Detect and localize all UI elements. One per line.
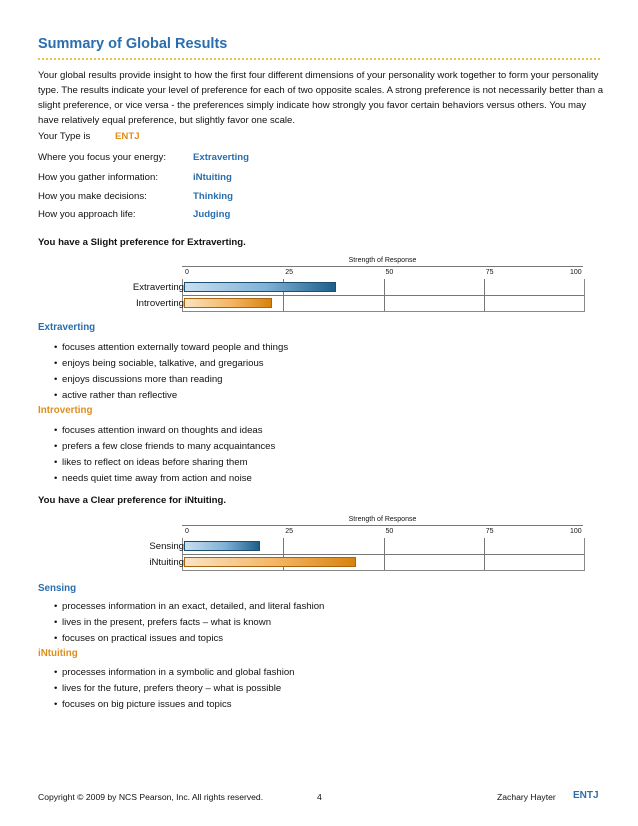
list-item: • likes to reflect on ideas before sharing them bbox=[54, 457, 248, 468]
group-heading-extraverting: Extraverting bbox=[38, 322, 96, 333]
x-tick-label: 25 bbox=[285, 528, 294, 535]
preference-statement-sn: You have a Clear preference for iNtuiting. bbox=[38, 495, 227, 506]
bar-extraverting bbox=[184, 282, 336, 292]
x-tick-label: 25 bbox=[285, 269, 294, 276]
bar-introverting bbox=[184, 298, 272, 308]
chart-plot-area bbox=[182, 279, 585, 312]
x-tick-label: 50 bbox=[385, 528, 394, 535]
extraverting-traits-list bbox=[38, 340, 288, 404]
page-title: Summary of Global Results bbox=[38, 36, 228, 52]
row-separator bbox=[183, 554, 584, 555]
axis-top-line bbox=[182, 525, 583, 526]
bar-label-introverting: Introverting bbox=[136, 298, 184, 309]
type-summary-value: Judging bbox=[193, 209, 231, 220]
list-item: • focuses attention externally toward people and things bbox=[54, 342, 289, 353]
list-item: • prefers a few close friends to many acquaintances bbox=[54, 441, 276, 452]
introverting-traits-list bbox=[38, 423, 275, 487]
row-separator bbox=[183, 295, 584, 296]
title-divider bbox=[38, 58, 600, 60]
list-item: • focuses attention inward on thoughts and ideas bbox=[54, 425, 263, 436]
type-value: ENTJ bbox=[115, 131, 140, 142]
list-item: • lives in the present, prefers facts – what is known bbox=[54, 617, 272, 628]
type-summary-label: Where you focus your energy: bbox=[38, 152, 166, 163]
list-item: • enjoys discussions more than reading bbox=[54, 374, 223, 385]
list-item: • processes information in a symbolic and global fashion bbox=[54, 667, 295, 678]
footer-copyright: Copyright © 2009 by NCS Pearson, Inc. All rights reserved. bbox=[38, 792, 264, 802]
x-tick-label: 0 bbox=[185, 269, 189, 276]
chart-plot-area bbox=[182, 538, 585, 571]
type-label: Your Type is bbox=[38, 131, 91, 142]
list-item: • processes information in an exact, detailed, and literal fashion bbox=[54, 601, 325, 612]
list-item: • enjoys being sociable, talkative, and gregarious bbox=[54, 358, 264, 369]
intuiting-traits-list bbox=[38, 665, 295, 713]
x-tick-label: 50 bbox=[385, 269, 394, 276]
footer-type: ENTJ bbox=[573, 790, 599, 801]
list-item: • focuses on big picture issues and topics bbox=[54, 699, 232, 710]
list-item: • active rather than reflective bbox=[54, 390, 178, 401]
bar-label-extraverting: Extraverting bbox=[132, 282, 184, 293]
group-heading-intuiting: iNtuiting bbox=[38, 648, 78, 659]
bar-label-intuiting: iNtuiting bbox=[149, 557, 184, 568]
type-summary-label: How you gather information: bbox=[38, 172, 158, 183]
preference-statement-ei: You have a Slight preference for Extraverting. bbox=[38, 237, 246, 248]
type-summary-value: Thinking bbox=[193, 191, 233, 202]
group-heading-introverting: Introverting bbox=[38, 405, 93, 416]
type-summary-label: How you make decisions: bbox=[38, 191, 147, 202]
chart-sensing-intuiting bbox=[38, 515, 598, 575]
bar-sensing bbox=[184, 541, 260, 551]
list-item: • focuses on practical issues and topics bbox=[54, 633, 224, 644]
list-item: • needs quiet time away from action and noise bbox=[54, 473, 252, 484]
footer-page-number: 4 bbox=[317, 792, 322, 802]
axis-top-line bbox=[182, 266, 583, 267]
footer-name: Zachary Hayter bbox=[497, 792, 556, 802]
bar-intuiting bbox=[184, 557, 356, 567]
x-tick-label: 75 bbox=[485, 528, 494, 535]
sensing-traits-list bbox=[38, 599, 324, 647]
list-item: • lives for the future, prefers theory – what is possible bbox=[54, 683, 282, 694]
intro-paragraph: Your global results provide insight to how the first four different dimensions of your personality work together to form your personality type. The results indicate your level of preference for each of two opposite scales. A strong preference is not necessarily better than a slight preference, or vice versa - the preferences simply indicate how strongly you favor certain behaviors versus others. You may have relatively equal preference, but slightly favor one scale. bbox=[38, 70, 604, 126]
group-heading-sensing: Sensing bbox=[38, 583, 77, 594]
x-tick-label: 75 bbox=[485, 269, 494, 276]
type-summary-value: Extraverting bbox=[193, 152, 249, 163]
chart-title: Strength of Response bbox=[348, 257, 417, 264]
type-summary-label: How you approach life: bbox=[38, 209, 136, 220]
x-tick-label: 100 bbox=[570, 528, 582, 535]
chart-extraverting-introverting bbox=[38, 256, 598, 316]
bar-label-sensing: Sensing bbox=[149, 541, 184, 552]
chart-title: Strength of Response bbox=[348, 516, 417, 523]
x-tick-label: 0 bbox=[185, 528, 189, 535]
type-summary-value: iNtuiting bbox=[193, 172, 232, 183]
x-tick-label: 100 bbox=[570, 269, 582, 276]
